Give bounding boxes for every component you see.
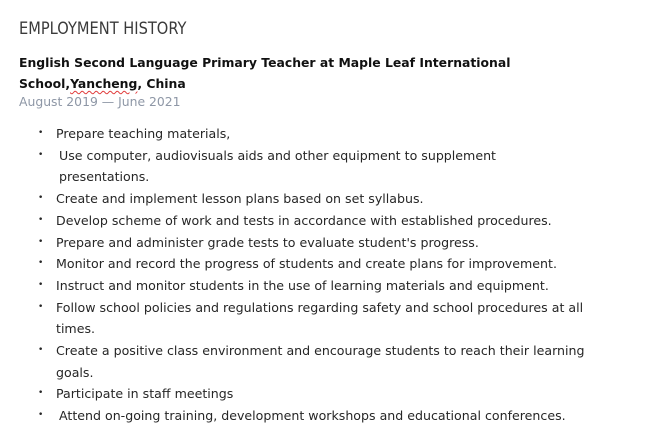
bullet-icon: • xyxy=(38,301,44,312)
duty-text: Monitor and record the progress of students and create plans for improvement. xyxy=(56,256,557,272)
job-title-main: English Second Language Primary Teacher at Maple Leaf International School, xyxy=(19,55,511,91)
bullet-icon: • xyxy=(38,410,44,421)
duty-item xyxy=(0,210,647,232)
section-heading: EMPLOYMENT HISTORY xyxy=(19,19,187,39)
job-title-city: Yancheng xyxy=(70,76,138,91)
duty-item xyxy=(0,123,647,145)
job-title xyxy=(19,52,631,94)
duty-item xyxy=(0,275,647,297)
duty-text: Instruct and monitor students in the use of learning materials and equipment. xyxy=(56,277,549,293)
duty-text: Use computer, audiovisuals aids and other equipment to supplement presentations. xyxy=(59,147,496,185)
bullet-icon: • xyxy=(38,193,44,204)
bullet-icon: • xyxy=(38,345,44,356)
duty-text: Develop scheme of work and tests in accordance with established procedures. xyxy=(56,212,552,228)
bullet-icon: • xyxy=(38,279,44,290)
duty-item xyxy=(0,253,647,275)
bullet-icon: • xyxy=(38,236,44,247)
duty-item xyxy=(0,340,647,383)
bullet-icon: • xyxy=(38,258,44,269)
duty-item xyxy=(0,383,647,405)
bullet-icon: • xyxy=(38,128,44,138)
duties-list xyxy=(0,123,647,427)
job-title-country: , China xyxy=(137,76,186,91)
bullet-icon: • xyxy=(38,149,44,160)
duty-text: Attend on-going training, development workshops and educational conferences. xyxy=(59,408,566,424)
duty-item xyxy=(0,232,647,254)
duty-item xyxy=(0,405,647,427)
employment-dates: August 2019 — June 2021 xyxy=(19,94,181,109)
duty-text: Create a positive class environment and encourage students to reach their learning goals. xyxy=(56,343,585,380)
duty-text: Participate in staff meetings xyxy=(56,386,234,402)
duty-item xyxy=(0,297,647,340)
duty-text: Follow school policies and regulations regarding safety and school procedures at all times. xyxy=(56,299,584,337)
bullet-icon: • xyxy=(38,388,44,399)
duty-item xyxy=(0,145,647,188)
duty-text: Prepare teaching materials, xyxy=(56,126,231,141)
duty-item xyxy=(0,188,647,210)
bullet-icon: • xyxy=(38,214,44,225)
duty-text: Create and implement lesson plans based on set syllabus. xyxy=(56,191,424,207)
duty-text: Prepare and administer grade tests to evaluate student's progress. xyxy=(56,234,479,250)
